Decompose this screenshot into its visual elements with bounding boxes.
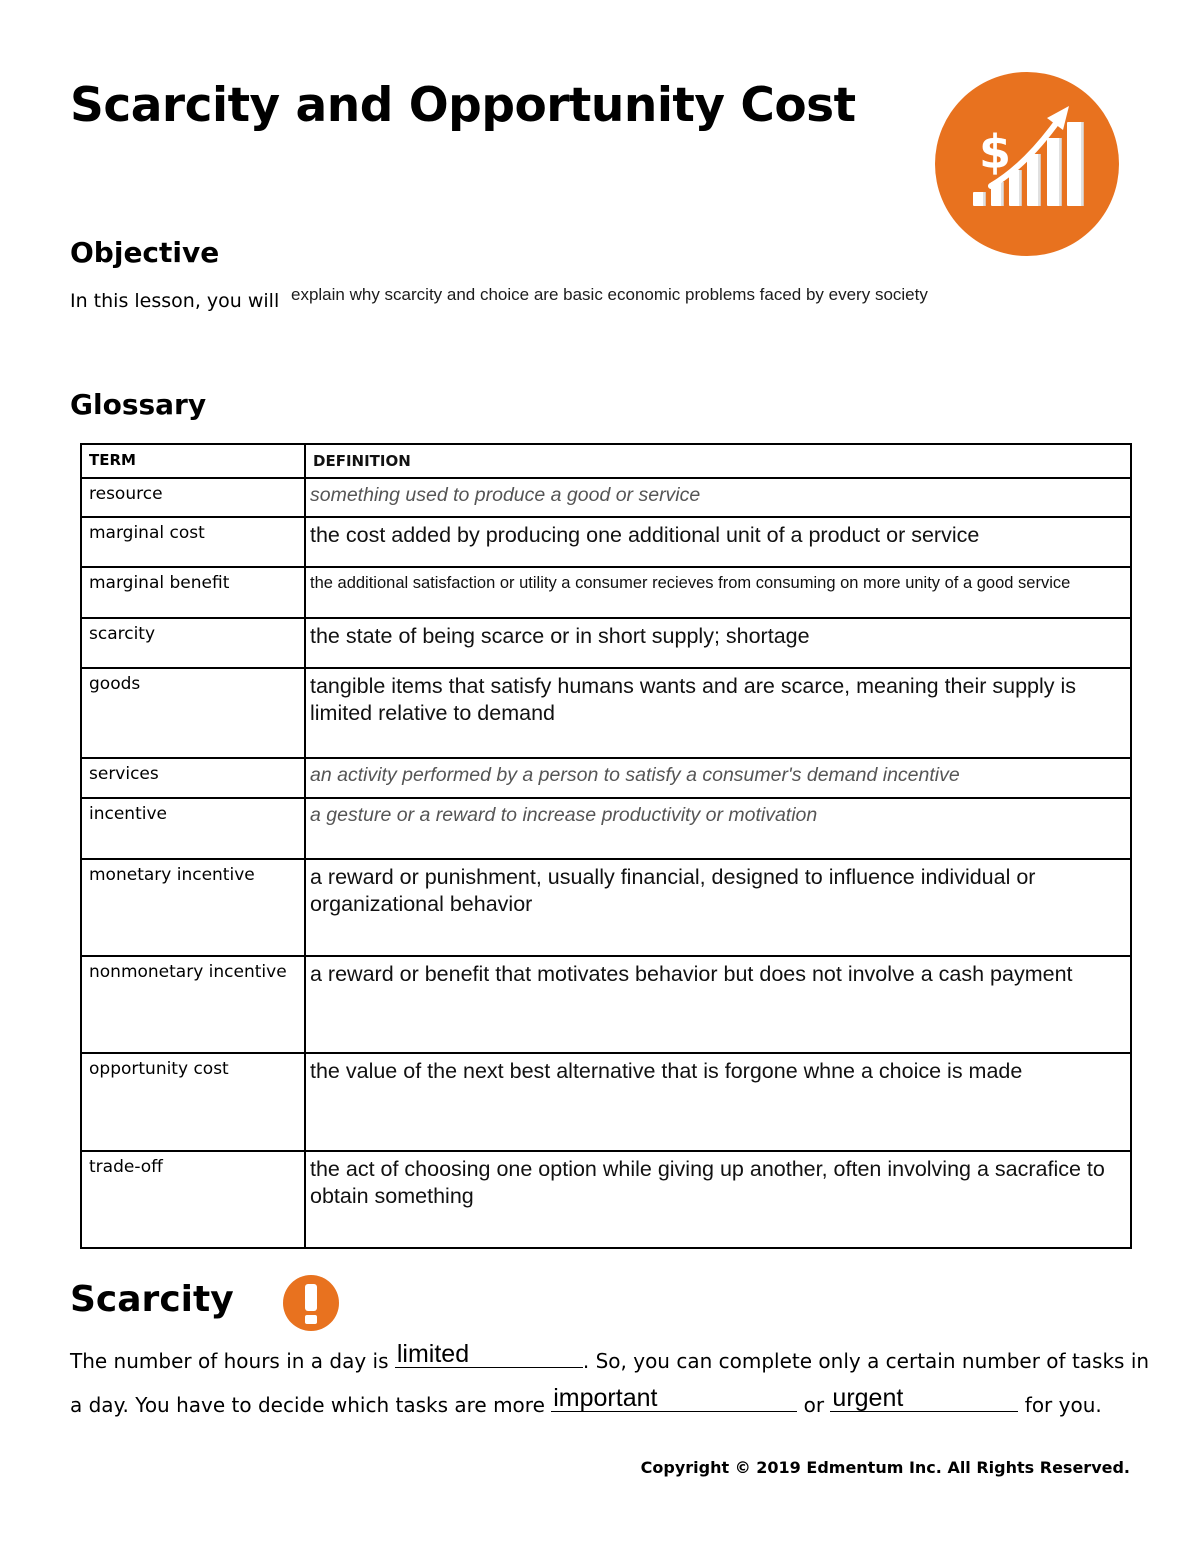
dollar-growth-chart-icon — [933, 70, 1121, 258]
glossary-heading: Glossary — [70, 388, 207, 421]
glossary-definition[interactable]: something used to produce a good or service — [305, 478, 1131, 517]
table-row — [81, 517, 1131, 567]
blank-answer: urgent — [832, 1384, 904, 1412]
table-row — [81, 567, 1131, 618]
table-row — [81, 956, 1131, 1053]
blank-important[interactable] — [551, 1384, 797, 1412]
column-header-term: TERM — [81, 444, 305, 478]
sentence-text: a day. You have to decide which tasks are more — [70, 1393, 552, 1417]
table-row — [81, 1151, 1131, 1248]
objective-heading: Objective — [70, 236, 220, 269]
glossary-term: nonmonetary incentive — [81, 956, 305, 1053]
sentence-text: . So, you can complete only a certain number of tasks in — [582, 1349, 1150, 1373]
table-row — [81, 798, 1131, 859]
glossary-term: goods — [81, 668, 305, 758]
glossary-term: services — [81, 758, 305, 798]
glossary-term: opportunity cost — [81, 1053, 305, 1151]
objective-lead: In this lesson, you will — [70, 290, 280, 312]
table-row — [81, 668, 1131, 758]
column-header-definition: DEFINITION — [305, 444, 1131, 478]
glossary-term: trade-off — [81, 1151, 305, 1248]
glossary-definition[interactable]: a reward or punishment, usually financial, designed to influence individual or organizational behavior — [305, 859, 1131, 956]
glossary-definition[interactable]: the cost added by producing one additional unit of a product or service — [305, 517, 1131, 567]
objective-answer-field[interactable]: explain why scarcity and choice are basic economic problems faced by every society — [291, 285, 928, 304]
glossary-definition[interactable]: the value of the next best alternative that is forgone whne a choice is made — [305, 1053, 1131, 1151]
glossary-term: scarcity — [81, 618, 305, 668]
glossary-term: resource — [81, 478, 305, 517]
glossary-term: monetary incentive — [81, 859, 305, 956]
copyright-notice: Copyright © 2019 Edmentum Inc. All Rights Reserved. — [640, 1458, 1130, 1477]
page-title: Scarcity and Opportunity Cost — [70, 78, 856, 133]
sentence-text: for you. — [1018, 1393, 1102, 1417]
table-row — [81, 758, 1131, 798]
glossary-term: marginal cost — [81, 517, 305, 567]
glossary-definition[interactable]: a reward or benefit that motivates behavior but does not involve a cash payment — [305, 956, 1131, 1053]
table-row — [81, 859, 1131, 956]
scarcity-heading: Scarcity — [70, 1279, 234, 1320]
glossary-table — [80, 443, 1132, 1249]
glossary-definition[interactable]: a gesture or a reward to increase productivity or motivation — [305, 798, 1131, 859]
scarcity-sentence-2 — [70, 1384, 1102, 1417]
glossary-definition[interactable]: the act of choosing one option while giving up another, often involving a sacrafice to obtain something — [305, 1151, 1131, 1248]
blank-answer: important — [553, 1384, 658, 1412]
glossary-term: incentive — [81, 798, 305, 859]
blank-urgent[interactable] — [830, 1384, 1018, 1412]
glossary-definition[interactable]: an activity performed by a person to satisfy a consumer's demand incentive — [305, 758, 1131, 798]
glossary-term: marginal benefit — [81, 567, 305, 618]
blank-answer: limited — [396, 1340, 470, 1368]
glossary-definition[interactable]: tangible items that satisfy humans wants and are scarce, meaning their supply is limited relative to demand — [305, 668, 1131, 758]
table-row — [81, 618, 1131, 668]
scarcity-sentence-1 — [70, 1340, 1150, 1373]
glossary-definition[interactable]: the state of being scarce or in short supply; shortage — [305, 618, 1131, 668]
blank-hours[interactable] — [395, 1340, 583, 1368]
table-row — [81, 478, 1131, 517]
table-row — [81, 1053, 1131, 1151]
sentence-text: The number of hours in a day is — [70, 1349, 395, 1373]
svg-text:$: $ — [979, 125, 1012, 179]
glossary-definition[interactable]: the additional satisfaction or utility a consumer recieves from consuming on more unity of a good service — [305, 567, 1131, 618]
sentence-text: or — [797, 1393, 831, 1417]
exclamation-icon — [282, 1274, 340, 1332]
